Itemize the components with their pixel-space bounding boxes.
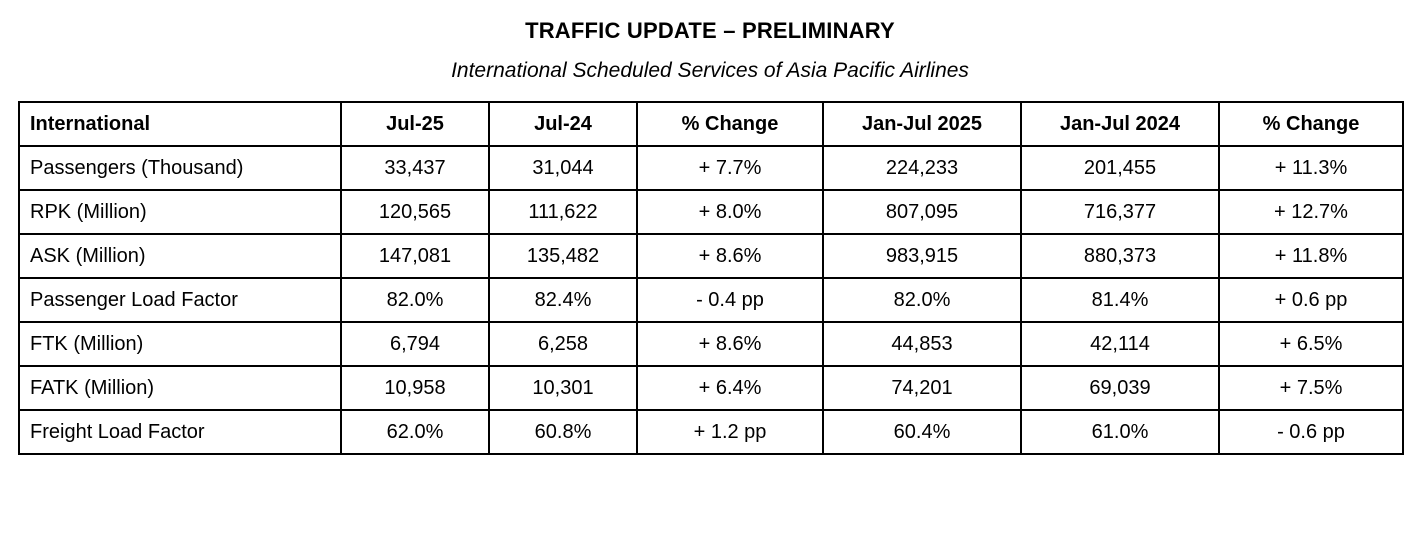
column-header-jan-jul-2024: Jan-Jul 2024 bbox=[1021, 102, 1219, 146]
cell-value: 61.0% bbox=[1021, 410, 1219, 454]
cell-value: 60.4% bbox=[823, 410, 1021, 454]
table-header bbox=[19, 102, 1403, 146]
cell-value: + 1.2 pp bbox=[637, 410, 823, 454]
table-row bbox=[19, 278, 1403, 322]
row-label: FATK (Million) bbox=[19, 366, 341, 410]
cell-value: 33,437 bbox=[341, 146, 489, 190]
cell-value: 716,377 bbox=[1021, 190, 1219, 234]
cell-value: + 8.0% bbox=[637, 190, 823, 234]
table-row bbox=[19, 190, 1403, 234]
cell-value: 81.4% bbox=[1021, 278, 1219, 322]
row-label: Passengers (Thousand) bbox=[19, 146, 341, 190]
column-header-jul-24: Jul-24 bbox=[489, 102, 637, 146]
page-subtitle: International Scheduled Services of Asia Pacific Airlines bbox=[451, 59, 969, 82]
cell-value: 44,853 bbox=[823, 322, 1021, 366]
cell-value: 42,114 bbox=[1021, 322, 1219, 366]
table-row bbox=[19, 410, 1403, 454]
table-row bbox=[19, 322, 1403, 366]
cell-value: 120,565 bbox=[341, 190, 489, 234]
cell-value: 111,622 bbox=[489, 190, 637, 234]
cell-value: 74,201 bbox=[823, 366, 1021, 410]
table-row bbox=[19, 366, 1403, 410]
cell-value: + 7.7% bbox=[637, 146, 823, 190]
cell-value: - 0.4 pp bbox=[637, 278, 823, 322]
cell-value: 147,081 bbox=[341, 234, 489, 278]
cell-value: 6,258 bbox=[489, 322, 637, 366]
row-label: RPK (Million) bbox=[19, 190, 341, 234]
row-label: Passenger Load Factor bbox=[19, 278, 341, 322]
column-header-jan-jul-2025: Jan-Jul 2025 bbox=[823, 102, 1021, 146]
cell-value: 880,373 bbox=[1021, 234, 1219, 278]
cell-value: 807,095 bbox=[823, 190, 1021, 234]
row-label: FTK (Million) bbox=[19, 322, 341, 366]
column-header-jul-25: Jul-25 bbox=[341, 102, 489, 146]
cell-value: 6,794 bbox=[341, 322, 489, 366]
cell-value: 201,455 bbox=[1021, 146, 1219, 190]
cell-value: + 11.3% bbox=[1219, 146, 1403, 190]
cell-value: 135,482 bbox=[489, 234, 637, 278]
row-label: Freight Load Factor bbox=[19, 410, 341, 454]
page-title: TRAFFIC UPDATE – PRELIMINARY bbox=[525, 18, 895, 43]
cell-value: 69,039 bbox=[1021, 366, 1219, 410]
cell-value: 82.0% bbox=[823, 278, 1021, 322]
table-body bbox=[19, 146, 1403, 454]
cell-value: + 6.5% bbox=[1219, 322, 1403, 366]
cell-value: + 8.6% bbox=[637, 234, 823, 278]
traffic-table bbox=[18, 101, 1404, 455]
column-header-change-month: % Change bbox=[637, 102, 823, 146]
cell-value: + 11.8% bbox=[1219, 234, 1403, 278]
document-page bbox=[0, 18, 1420, 558]
cell-value: 60.8% bbox=[489, 410, 637, 454]
column-header-change-ytd: % Change bbox=[1219, 102, 1403, 146]
table-row bbox=[19, 234, 1403, 278]
cell-value: - 0.6 pp bbox=[1219, 410, 1403, 454]
table-header-row bbox=[19, 102, 1403, 146]
cell-value: 983,915 bbox=[823, 234, 1021, 278]
table-row bbox=[19, 146, 1403, 190]
cell-value: 82.0% bbox=[341, 278, 489, 322]
traffic-table-container bbox=[18, 101, 1402, 455]
cell-value: 10,301 bbox=[489, 366, 637, 410]
column-header-international: International bbox=[19, 102, 341, 146]
cell-value: + 8.6% bbox=[637, 322, 823, 366]
cell-value: 62.0% bbox=[341, 410, 489, 454]
cell-value: + 7.5% bbox=[1219, 366, 1403, 410]
cell-value: + 6.4% bbox=[637, 366, 823, 410]
cell-value: 224,233 bbox=[823, 146, 1021, 190]
cell-value: 10,958 bbox=[341, 366, 489, 410]
cell-value: 82.4% bbox=[489, 278, 637, 322]
cell-value: + 12.7% bbox=[1219, 190, 1403, 234]
cell-value: + 0.6 pp bbox=[1219, 278, 1403, 322]
row-label: ASK (Million) bbox=[19, 234, 341, 278]
cell-value: 31,044 bbox=[489, 146, 637, 190]
